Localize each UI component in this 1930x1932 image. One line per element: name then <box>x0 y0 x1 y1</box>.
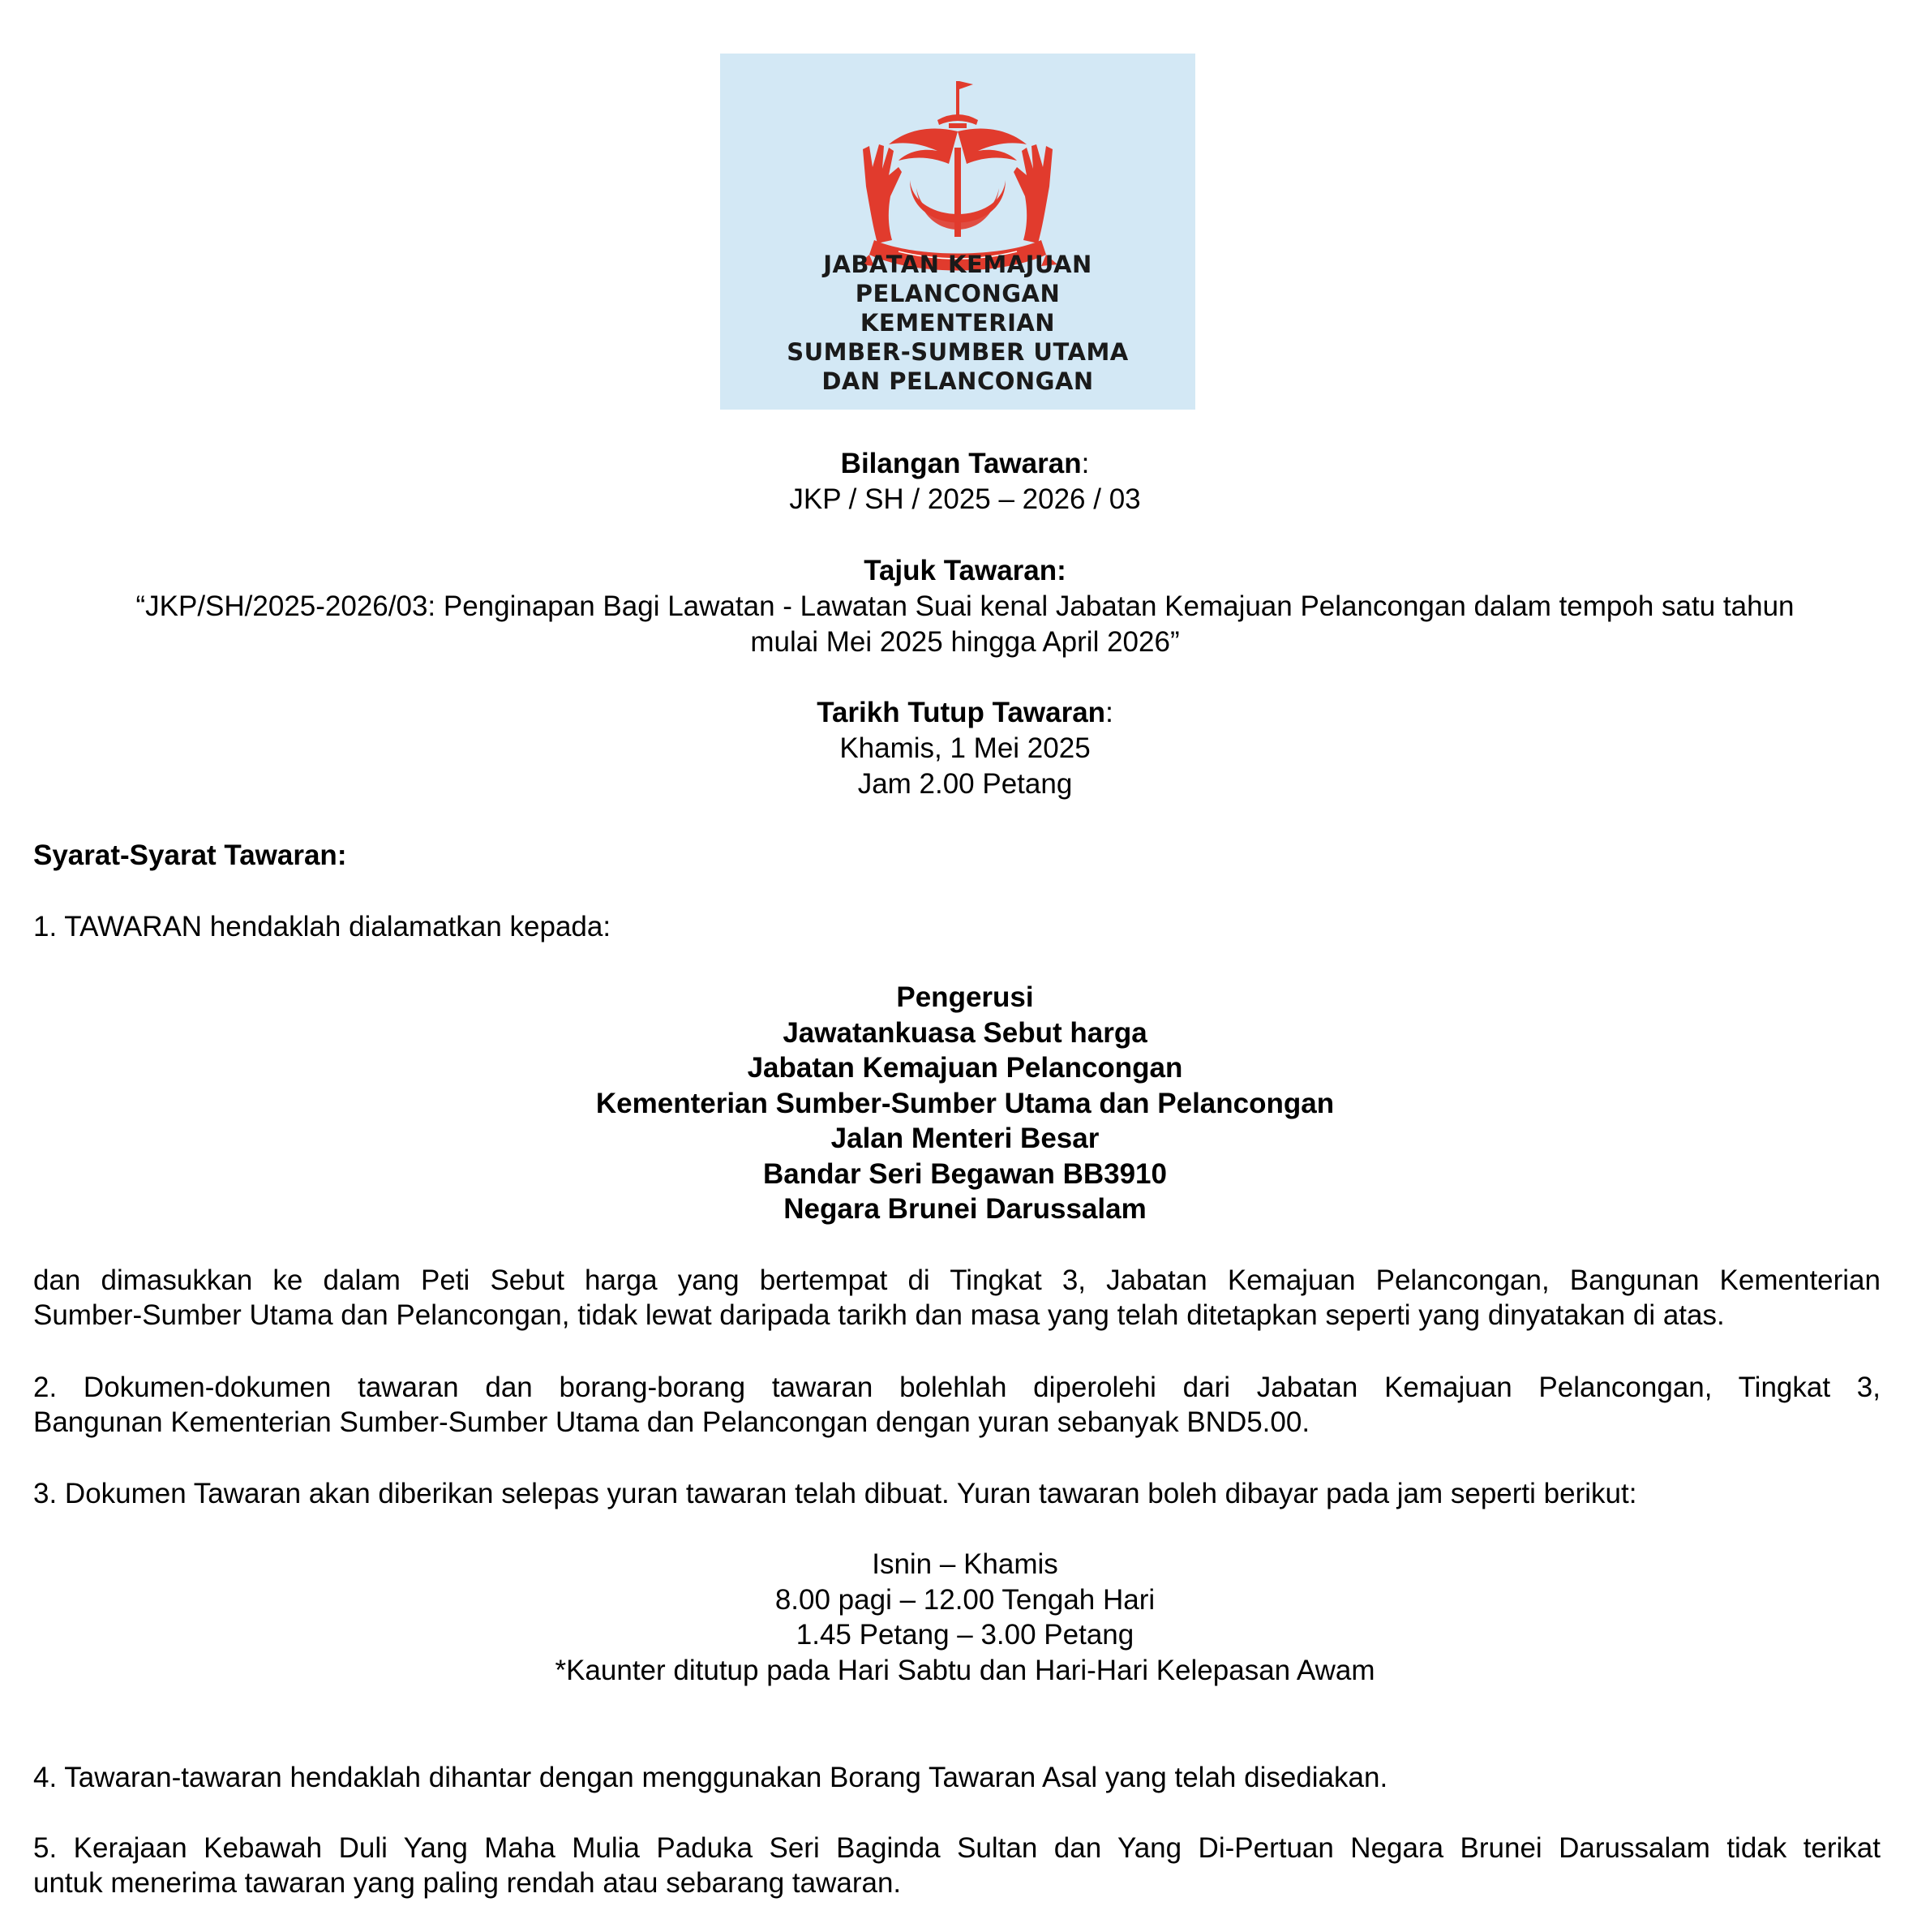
closing-date: Khamis, 1 Mei 2025 <box>839 732 1091 764</box>
condition-1-paragraph-line: dan dimasukkan ke dalam Peti Sebut harga yang bertempat di Tingkat 3, Jabatan Kemajuan Pelancongan, Bangunan Kementerian <box>33 1264 1881 1296</box>
address-line: Bandar Seri Begawan BB3910 <box>763 1158 1167 1190</box>
offer-number-colon: : <box>1081 448 1090 479</box>
condition-item-4: 4. Tawaran-tawaran hendaklah dihantar dengan menggunakan Borang Tawaran Asal yang telah disediakan. <box>33 1762 1388 1793</box>
address-line: Pengerusi <box>896 981 1034 1013</box>
hours-line: 8.00 pagi – 12.00 Tengah Hari <box>774 1584 1156 1616</box>
offer-title-label: Tajuk Tawaran: <box>864 555 1066 586</box>
logo-line: DAN PELANCONGAN <box>821 367 1094 395</box>
condition-1-paragraph-line: Sumber-Sumber Utama dan Pelancongan, tidak lewat daripada tarikh dan masa yang telah ditetapkan seperti yang dinyatakan di atas. <box>33 1299 1725 1331</box>
closing-colon: : <box>1105 697 1113 728</box>
closing-time: Jam 2.00 Petang <box>857 768 1073 800</box>
address-line: Jawatankuasa Sebut harga <box>783 1017 1147 1049</box>
condition-item-5-line: 5. Kerajaan Kebawah Duli Yang Maha Mulia Paduka Seri Baginda Sultan dan Yang Di-Pertuan Negara Brunei Darussalam tidak terikat <box>33 1832 1881 1864</box>
offer-number-heading <box>0 446 1930 482</box>
logo-text <box>720 250 1195 396</box>
closing-label: Tarikh Tutup Tawaran <box>817 697 1106 728</box>
hours-line: Isnin – Khamis <box>872 1548 1058 1580</box>
logo-line: PELANCONGAN <box>855 280 1061 307</box>
logo-line: SUMBER-SUMBER UTAMA <box>787 338 1129 366</box>
closing-heading <box>0 695 1930 731</box>
department-logo <box>720 54 1195 410</box>
offer-number-label: Bilangan Tawaran <box>840 448 1082 479</box>
hours-line: 1.45 Petang – 3.00 Petang <box>796 1619 1134 1651</box>
condition-item-2-line: Bangunan Kementerian Sumber-Sumber Utama dan Pelancongan dengan yuran sebanyak BND5.00. <box>33 1406 1310 1438</box>
address-line: Jabatan Kemajuan Pelancongan <box>747 1052 1183 1084</box>
condition-item-2-line: 2. Dokumen-dokumen tawaran dan borang-borang tawaran bolehlah diperolehi dari Jabatan Kemajuan Pelancongan, Tingkat 3, <box>33 1372 1881 1403</box>
offer-title-line: mulai Mei 2025 hingga April 2026” <box>750 626 1180 658</box>
address-line: Kementerian Sumber-Sumber Utama dan Pelancongan <box>595 1088 1335 1119</box>
logo-line: KEMENTERIAN <box>860 309 1056 337</box>
offer-title-line: “JKP/SH/2025-2026/03: Penginapan Bagi Lawatan - Lawatan Suai kenal Jabatan Kemajuan Pelancongan dalam tempoh satu tahun <box>135 590 1795 622</box>
condition-item-5-line: untuk menerima tawaran yang paling rendah atau sebarang tawaran. <box>33 1867 902 1899</box>
conditions-heading: Syarat-Syarat Tawaran: <box>33 839 347 871</box>
logo-line: JABATAN KEMAJUAN <box>823 251 1092 278</box>
offer-number-value: JKP / SH / 2025 – 2026 / 03 <box>789 483 1141 515</box>
hours-note: *Kaunter ditutup pada Hari Sabtu dan Hari-Hari Kelepasan Awam <box>555 1655 1375 1686</box>
condition-item-1: 1. TAWARAN hendaklah dialamatkan kepada: <box>33 911 611 942</box>
condition-item-3: 3. Dokumen Tawaran akan diberikan selepas yuran tawaran telah dibuat. Yuran tawaran boleh dibayar pada jam seperti berikut: <box>33 1478 1637 1509</box>
address-line: Negara Brunei Darussalam <box>783 1193 1147 1225</box>
address-line: Jalan Menteri Besar <box>830 1123 1100 1154</box>
